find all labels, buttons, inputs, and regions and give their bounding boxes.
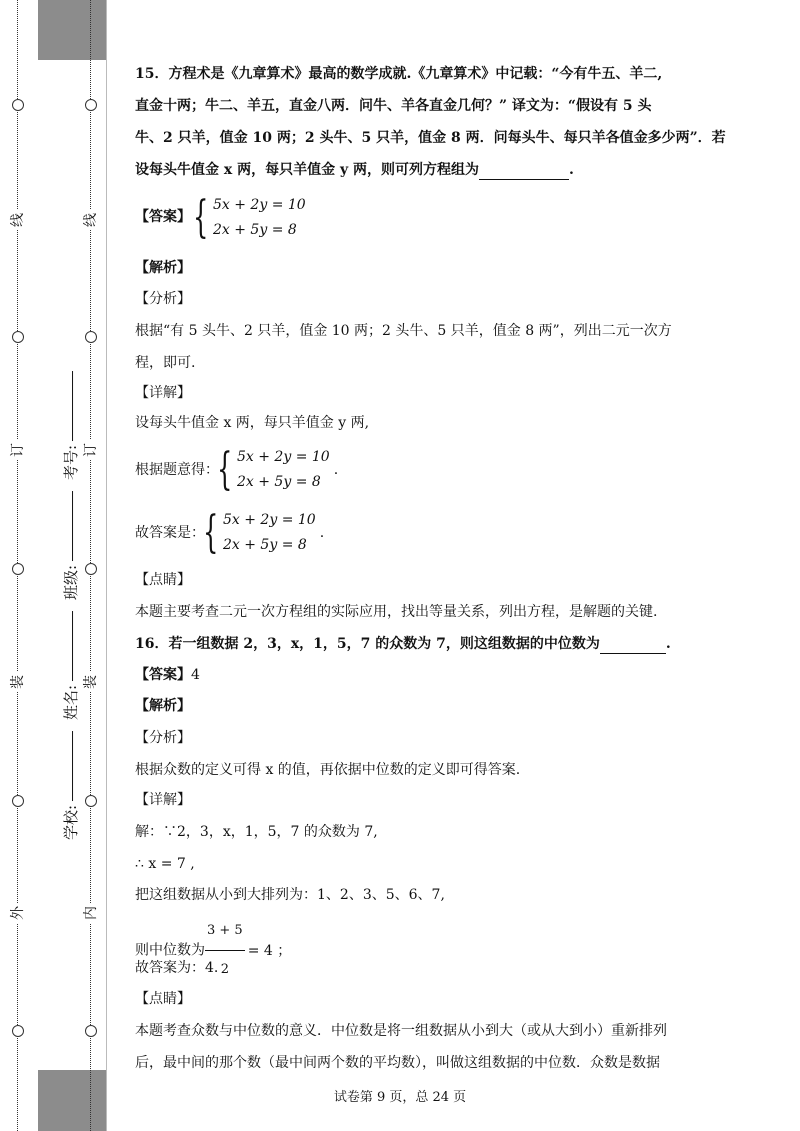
q16-xiangjie: 【详解】 [135, 792, 191, 808]
q16-xj1: 解：∵2，3，x，1，5，7 的众数为 7, [135, 824, 378, 840]
q15-system-3: { 5x + 2y = 10 2x + 5y = 8 . [203, 507, 325, 558]
q16-answer: 【答案】4 [135, 667, 200, 683]
q15-xj3-prefix: 故答案是： [135, 525, 205, 541]
binding-hole-icon [12, 563, 24, 575]
q16-fenxi: 【分析】 [135, 730, 191, 746]
exam-number-label: 考号: [62, 444, 81, 481]
equation-2: 2x + 5y = 8 [223, 537, 307, 553]
q15-jiexi: 【解析】 [135, 260, 191, 276]
q15-answer-label: 【答案】 [135, 209, 191, 225]
q15-line3: 牛、2 只羊，值金 10 两；2 头牛、5 只羊，值金 8 两．问每头牛、每只羊各值金多少两”．若 [135, 130, 726, 146]
q15-line4: 设每头牛值金 x 两，每只羊值金 y 两，则可列方程组为 . [135, 162, 574, 178]
class-label: 班级: [62, 564, 81, 601]
equation-1: 5x + 2y = 10 [237, 449, 330, 465]
q15-line1: 15．方程术是《九章算术》最高的数学成就.《九章算术》中记载：“今有牛五、羊二, [135, 66, 663, 82]
inner-label-xian: 线 [81, 210, 101, 230]
outer-label-xian: 线 [8, 210, 28, 230]
inner-label-zhuang: 装 [81, 672, 101, 692]
q16-xj3: 把这组数据从小到大排列为：1、2、3、5、6、7, [135, 887, 445, 903]
period: . [333, 462, 339, 478]
q15-answer-system: { 5x + 2y = 10 2x + 5y = 8 [193, 192, 306, 243]
equation-1: 5x + 2y = 10 [223, 512, 316, 528]
page-footer: 试卷第 9 页，总 24 页 [333, 1090, 467, 1105]
q15-dianjing: 【点睛】 [135, 572, 191, 588]
binding-hole-icon [85, 563, 97, 575]
q15-dianjing-text: 本题主要考查二元一次方程组的实际应用，找出等量关系，列出方程，是解题的关键. [135, 604, 658, 620]
q15-fenxi-text1: 根据“有 5 头牛、2 只羊，值金 10 两；2 头牛、5 只羊，值金 8 两”，列出二元一次方 [135, 323, 672, 339]
outer-label-zhuang: 装 [8, 672, 28, 692]
school-field[interactable] [60, 731, 81, 840]
q16-dianjing: 【点睛】 [135, 991, 191, 1007]
binding-line [106, 0, 107, 1131]
school-label: 学校: [62, 804, 81, 841]
binding-hole-icon [12, 331, 24, 343]
equation-2: 2x + 5y = 8 [213, 222, 297, 238]
binding-hole-icon [12, 1025, 24, 1037]
q16-fenxi-text: 根据众数的定义可得 x 的值，再依据中位数的定义即可得答案. [135, 762, 521, 778]
gutter-strip-top [38, 0, 106, 60]
equation-2: 2x + 5y = 8 [237, 474, 321, 490]
q16-dianjing-text1: 本题考查众数与中位数的意义．中位数是将一组数据从小到大（或从大到小）重新排列 [135, 1023, 667, 1039]
inner-label-nei: 内 [81, 903, 101, 923]
q16-xj5: 故答案为：4. [135, 960, 219, 976]
q16-dianjing-text2: 后，最中间的那个数（最中间两个数的平均数），叫做这组数据的中位数．众数是数据 [135, 1055, 660, 1071]
answer-blank [479, 163, 569, 180]
q15-fenxi-text2: 程，即可. [135, 355, 196, 371]
q15-system-2: { 5x + 2y = 10 2x + 5y = 8 . [217, 444, 339, 495]
outer-label-ding: 订 [8, 440, 28, 460]
name-label: 姓名: [62, 684, 81, 721]
class-field[interactable] [60, 491, 81, 600]
q16-line1: 16．若一组数据 2，3，x，1，5，7 的众数为 7，则这组数据的中位数为 . [135, 636, 671, 652]
binding-hole-icon [12, 99, 24, 111]
name-field[interactable] [60, 611, 81, 720]
binding-hole-icon [85, 331, 97, 343]
binding-hole-icon [12, 795, 24, 807]
q15-xj2-prefix: 根据题意得： [135, 462, 219, 478]
answer-blank [600, 637, 666, 654]
q16-xj2: ∴ x = 7 , [135, 856, 195, 872]
period: . [319, 525, 325, 541]
q16-jiexi: 【解析】 [135, 698, 191, 714]
exam-number-field[interactable] [60, 371, 81, 480]
outer-label-wai: 外 [8, 903, 28, 923]
q15-xiangjie: 【详解】 [135, 385, 191, 401]
binding-hole-icon [85, 795, 97, 807]
binding-hole-icon [85, 99, 97, 111]
binding-hole-icon [85, 1025, 97, 1037]
equation-1: 5x + 2y = 10 [213, 197, 306, 213]
q15-xj1: 设每头牛值金 x 两，每只羊值金 y 两, [135, 415, 370, 431]
q15-fenxi: 【分析】 [135, 291, 191, 307]
median-fraction: $\frac{3 + 5}{2}$ [205, 912, 245, 989]
q16-xj4: 则中位数为 $\frac{3 + 5}{2}$ = 4 ； [135, 912, 291, 989]
q15-line2: 直金十两；牛二、羊五，直金八两．问牛、羊各直金几何？” 译文为：“假设有 5 头 [135, 98, 652, 114]
inner-label-ding: 订 [81, 440, 101, 460]
